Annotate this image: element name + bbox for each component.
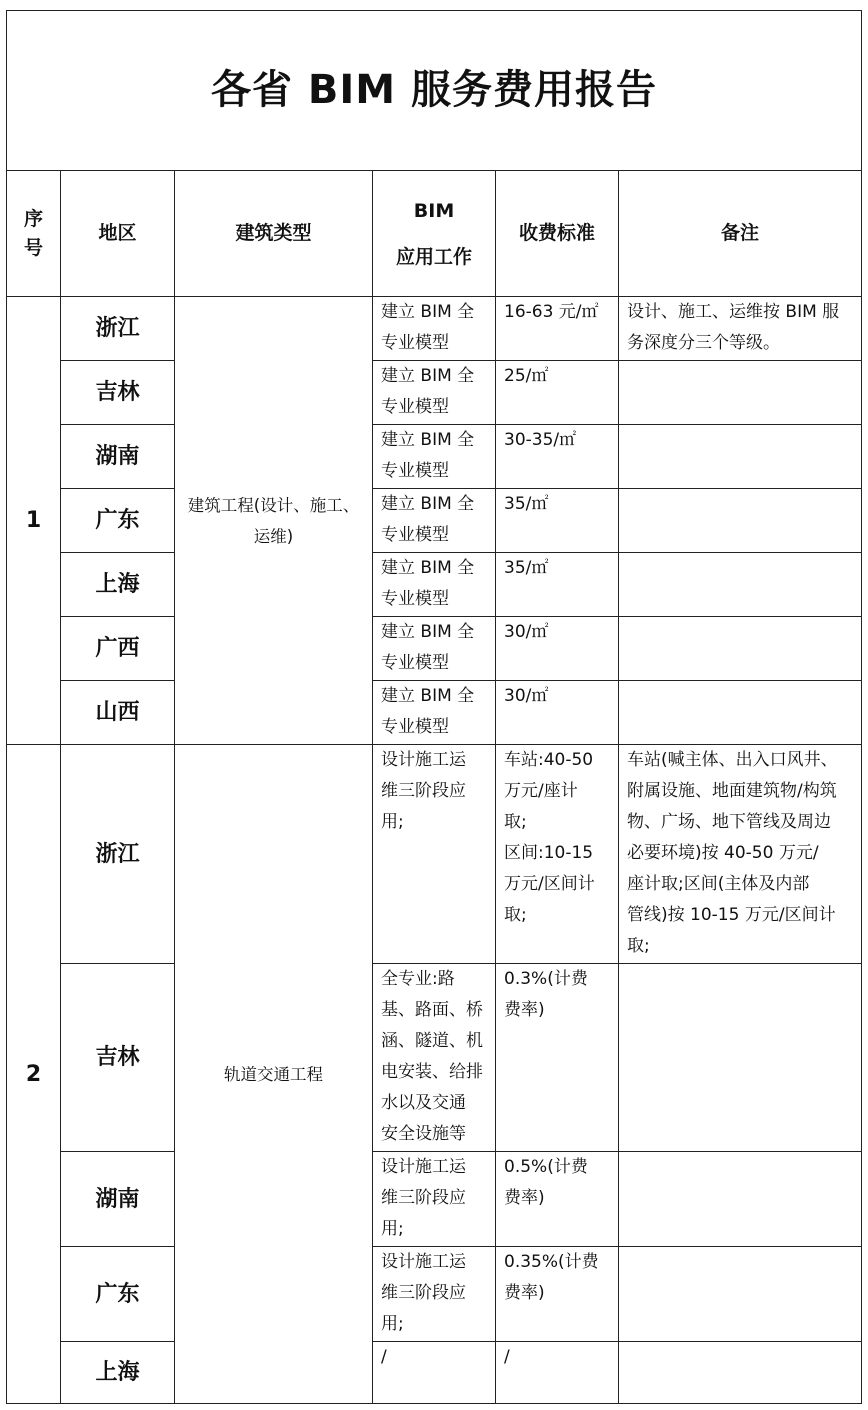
fee-cell: 30/㎡ [496,617,619,681]
region-cell: 上海 [61,1342,175,1404]
fee-cell: 35/㎡ [496,553,619,617]
remark-cell: 设计、施工、运维按 BIM 服 务深度分三个等级。 [619,297,862,361]
bim-work-cell: 建立 BIM 全 专业模型 [373,361,496,425]
region-cell: 上海 [61,553,175,617]
table-row [7,1342,862,1404]
remark-cell [619,489,862,553]
bim-work-cell: 建立 BIM 全 专业模型 [373,489,496,553]
table-row [7,553,862,617]
remark-cell [619,1247,862,1342]
header-remark: 备注 [619,171,862,297]
region-cell: 浙江 [61,297,175,361]
header-fee: 收费标准 [496,171,619,297]
remark-cell [619,681,862,745]
fee-cell: 25/㎡ [496,361,619,425]
table-row [7,425,862,489]
bim-work-cell: 全专业:路 基、路面、桥 涵、隧道、机 电安装、给排 水以及交通 安全设施等 [373,964,496,1152]
bim-work-cell: 建立 BIM 全 专业模型 [373,297,496,361]
region-cell: 湖南 [61,425,175,489]
remark-cell: 车站(喊主体、出入口风井、 附属设施、地面建筑物/构筑 物、广场、地下管线及周边 必要环境)按 40-50 万元/ 座计取;区间(主体及内部 管线)按 10-15 万元/区间计 取; [619,745,862,964]
region-cell: 湖南 [61,1152,175,1247]
bim-work-cell: 建立 BIM 全 专业模型 [373,553,496,617]
fee-cell: 30-35/㎡ [496,425,619,489]
fee-cell: 16-63 元/㎡ [496,297,619,361]
fee-cell: 35/㎡ [496,489,619,553]
header-build-type: 建筑类型 [175,171,373,297]
bim-work-cell: 建立 BIM 全 专业模型 [373,425,496,489]
region-cell: 浙江 [61,745,175,964]
build-type-cell: 轨道交通工程 [175,745,373,1404]
seq-number: 1 [7,297,61,745]
table-row [7,1247,862,1342]
bim-work-cell: 建立 BIM 全 专业模型 [373,617,496,681]
region-cell: 吉林 [61,361,175,425]
region-cell: 山西 [61,681,175,745]
fee-cell: 0.3%(计费 费率) [496,964,619,1152]
remark-cell [619,361,862,425]
region-cell: 吉林 [61,964,175,1152]
bim-work-cell: / [373,1342,496,1404]
fee-cell: 0.35%(计费 费率) [496,1247,619,1342]
header-seq: 序 号 [7,171,61,297]
remark-cell [619,964,862,1152]
table-row [7,489,862,553]
bim-work-cell: 设计施工运 维三阶段应 用; [373,745,496,964]
remark-cell [619,425,862,489]
region-cell: 广东 [61,489,175,553]
header-bim-work: BIM 应用工作 [373,171,496,297]
table-row [7,745,862,964]
remark-cell [619,617,862,681]
remark-cell [619,553,862,617]
header-row [7,171,862,297]
table-row [7,681,862,745]
fee-cell: / [496,1342,619,1404]
build-type-cell: 建筑工程(设计、施工、 运维) [175,297,373,745]
table-row [7,297,862,361]
table-row [7,964,862,1152]
remark-cell [619,1152,862,1247]
remark-cell [619,1342,862,1404]
header-region: 地区 [61,171,175,297]
region-cell: 广东 [61,1247,175,1342]
bim-work-cell: 设计施工运 维三阶段应 用; [373,1247,496,1342]
fee-cell: 30/㎡ [496,681,619,745]
table-row [7,1152,862,1247]
table-row [7,617,862,681]
region-cell: 广西 [61,617,175,681]
bim-fee-table [6,10,862,1404]
table-row [7,361,862,425]
report-title: 各省 BIM 服务费用报告 [7,11,862,171]
fee-cell: 车站:40-50 万元/座计 取; 区间:10-15 万元/区间计 取; [496,745,619,964]
bim-work-cell: 建立 BIM 全 专业模型 [373,681,496,745]
seq-number: 2 [7,745,61,1404]
fee-cell: 0.5%(计费 费率) [496,1152,619,1247]
bim-work-cell: 设计施工运 维三阶段应 用; [373,1152,496,1247]
